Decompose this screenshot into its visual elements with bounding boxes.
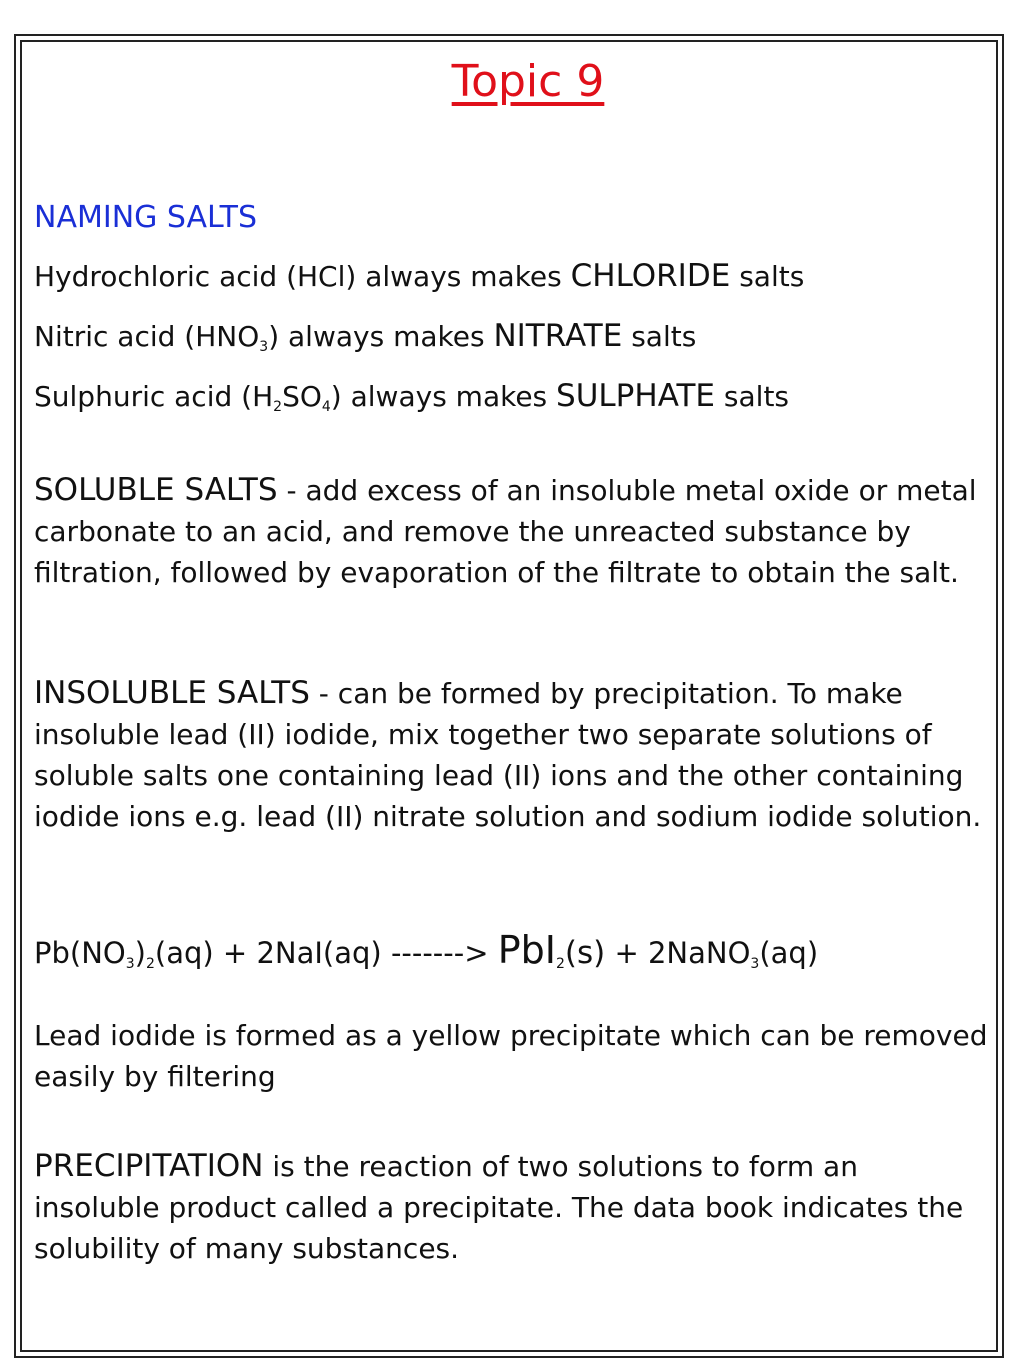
naming-hno3-salt: NITRATE <box>493 318 623 354</box>
naming-h2so4-salt: SULPHATE <box>556 378 716 414</box>
naming-h2so4-mid-1: SO <box>282 380 322 413</box>
precipitation-equation <box>34 928 818 972</box>
naming-h2so4-subscript-2: 4 <box>321 399 331 415</box>
insoluble-salts-term: INSOLUBLE SALTS <box>34 675 310 711</box>
eq-subscript: 2 <box>145 956 155 972</box>
naming-hno3-text: Nitric acid (HNO <box>34 320 260 353</box>
eq-subscript: 3 <box>750 956 760 972</box>
insoluble-salts-text: - can be formed by precipitation. To make insoluble lead (II) iodide, mix together two separate solutions of soluble salts one containing lead (II) ions and the other containing iodide ions e.g. lead (II) nitrate solution and sodium iodide solution. <box>34 677 982 833</box>
naming-line-hno3 <box>34 318 696 355</box>
naming-line-hcl <box>34 258 804 294</box>
eq-state-solid: (s) <box>564 935 606 971</box>
section-heading-naming-salts: NAMING SALTS <box>34 200 257 235</box>
naming-h2so4-suffix: salts <box>715 380 790 413</box>
naming-hno3-mid: ) always makes <box>268 320 494 353</box>
paragraph-precipitation <box>34 1146 989 1269</box>
naming-h2so4-text: Sulphuric acid (H <box>34 380 274 413</box>
precipitation-term: PRECIPITATION <box>34 1148 264 1184</box>
eq-subscript: 2 <box>555 956 565 972</box>
naming-hcl-suffix: salts <box>730 260 805 293</box>
soluble-salts-text: - add excess of an insoluble metal oxide or metal carbonate to an acid, and remove the unreacted substance by filtration, followed by evaporation of the filtrate to obtain the salt. <box>34 474 977 589</box>
eq-part: ) <box>134 936 146 970</box>
paragraph-soluble-salts <box>34 470 989 593</box>
naming-h2so4-mid-2: ) always makes <box>330 380 557 413</box>
naming-hcl-text: Hydrochloric acid (HCl) always makes <box>34 260 571 293</box>
page-title: Topic 9 <box>451 56 605 107</box>
paragraph-lead-iodide-note: Lead iodide is formed as a yellow precipitate which can be removed easily by filtering <box>34 1019 988 1093</box>
naming-h2so4-subscript-1: 2 <box>273 399 283 415</box>
naming-hcl-salt: CHLORIDE <box>570 258 731 294</box>
eq-part: + 2NaNO <box>605 936 751 970</box>
eq-subscript: 3 <box>125 956 135 972</box>
eq-product-pbi: PbI <box>497 928 556 972</box>
eq-part: (aq) <box>759 936 819 970</box>
paragraph-insoluble-salts <box>34 673 989 837</box>
naming-hno3-subscript: 3 <box>259 339 269 355</box>
eq-part: (aq) + 2NaI(aq) -------> <box>154 936 498 970</box>
soluble-salts-term: SOLUBLE SALTS <box>34 472 278 508</box>
naming-hno3-suffix: salts <box>622 320 697 353</box>
naming-line-h2so4 <box>34 378 789 415</box>
eq-part: Pb(NO <box>34 936 126 970</box>
precipitation-text: is the reaction of two solutions to form an insoluble product called a precipitate. The data book indicates the solubility of many substances. <box>34 1150 964 1265</box>
